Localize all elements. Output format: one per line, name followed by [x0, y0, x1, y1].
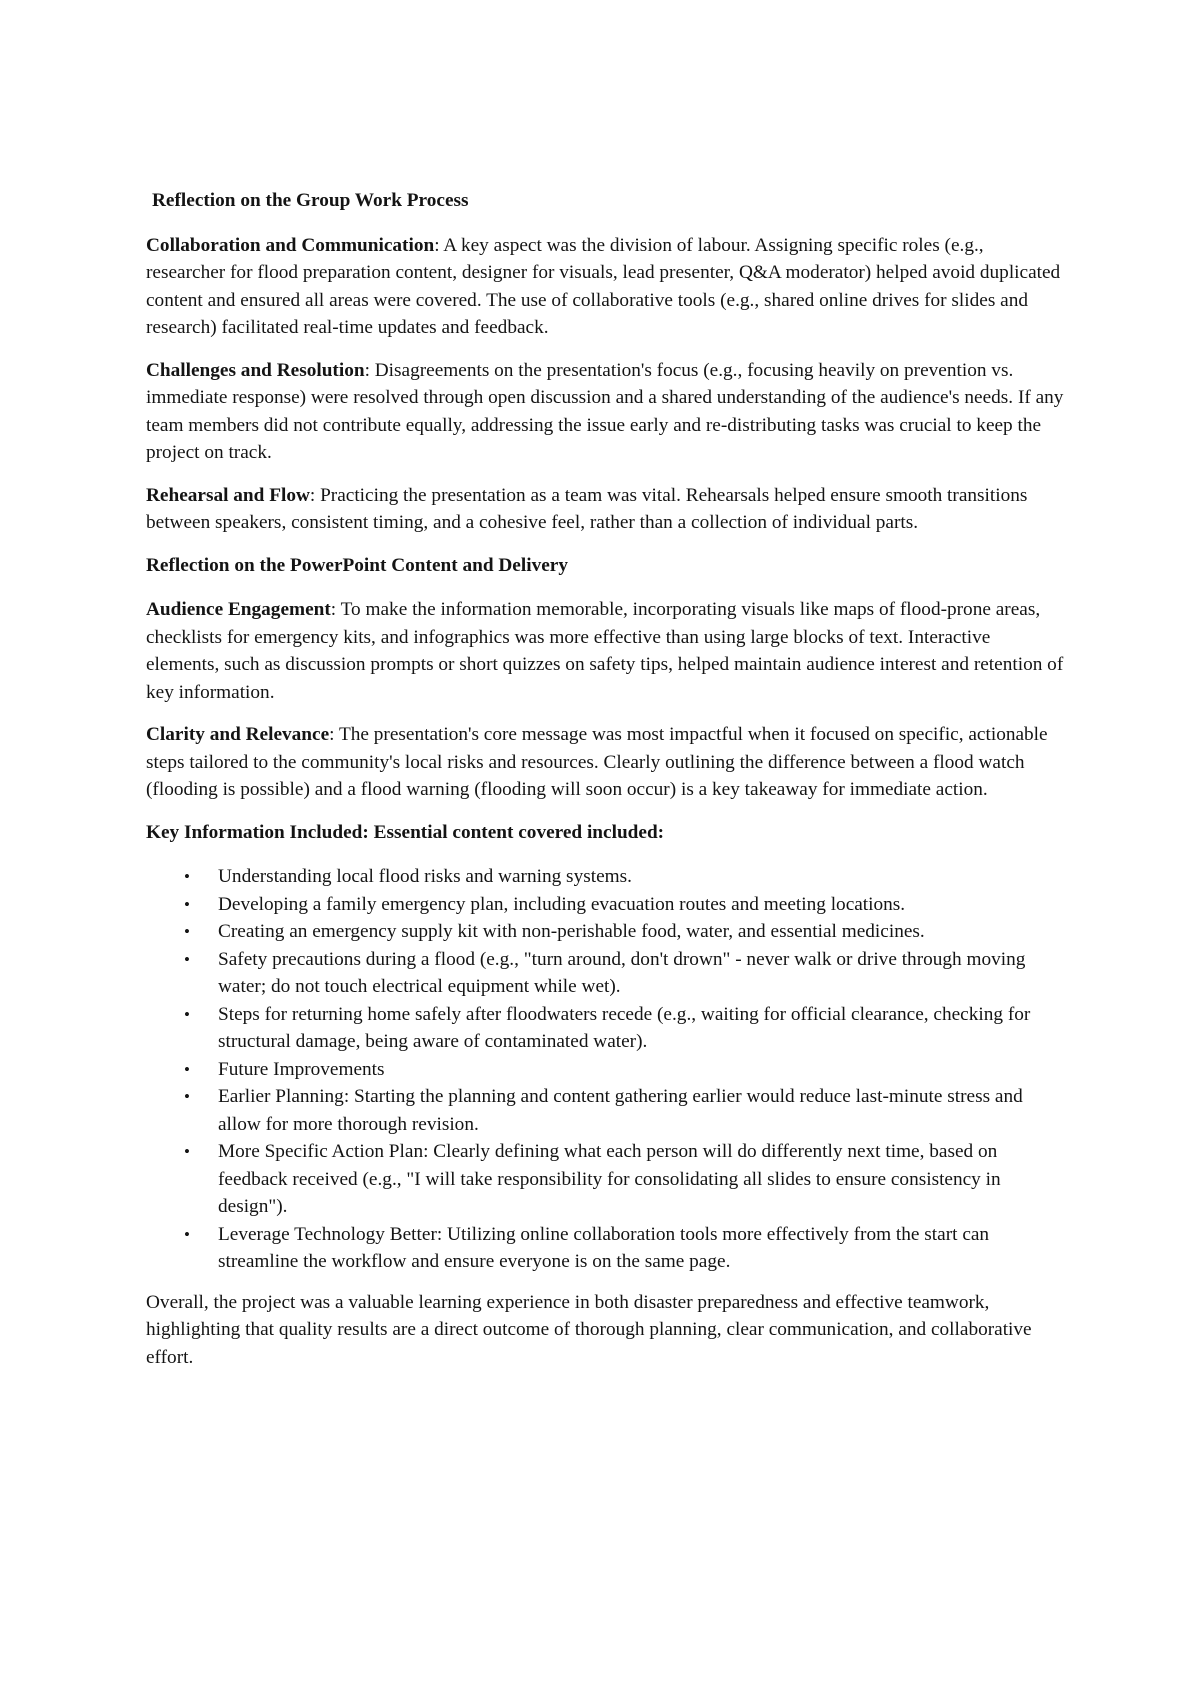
paragraph-text: : A key aspect was the division of labour. Assigning specific roles (e.g., researcher for flood preparation content, designer for visuals, lead presenter, Q&A moderator) helped avoid duplicated content and ensured all areas were covered. The use of collaborative tools (e.g., shared online drives for slides and research) facilitated real-time updates and feedback. — [146, 234, 1061, 338]
list-item — [146, 946, 1066, 1001]
list-item — [146, 1083, 1066, 1138]
paragraph-lead: Challenges and Resolution — [146, 359, 365, 381]
paragraph-text: : To make the information memorable, incorporating visuals like maps of flood-prone areas, checklists for emergency kits, and infographics was more effective than using large blocks of text. Interactive elements, such as discussion prompts or short quizzes on safety tips, helped maintain audience interest and retention of key information. — [146, 599, 1064, 703]
bullet-icon: • — [184, 1224, 190, 1244]
bullet-icon: • — [184, 867, 190, 886]
list-item-text: Understanding local flood risks and warning systems. — [218, 866, 632, 887]
paragraph-challenges — [146, 357, 1066, 467]
list-item-text: Future Improvements — [218, 1058, 385, 1080]
section-heading-powerpoint: Reflection on the PowerPoint Content and Delivery — [146, 554, 568, 576]
paragraph-audience — [146, 596, 1066, 706]
paragraph-lead: Audience Engagement — [146, 599, 331, 620]
bullet-icon: • — [184, 1059, 190, 1079]
list-item-text: Leverage Technology Better: Utilizing online collaboration tools more effectively from the start can streamline the workflow and ensure everyone is on the same page. — [218, 1223, 990, 1272]
bullet-icon: • — [184, 922, 190, 941]
list-item-text: Steps for returning home safely after floodwaters recede (e.g., waiting for official clearance, checking for structural damage, being aware of contaminated water). — [218, 1003, 1031, 1052]
paragraph-text: : The presentation's core message was most impactful when it focused on specific, actionable steps tailored to the community's local risks and resources. Clearly outlining the difference between a flood watch (flooding is possible) and a flood warning (flooding will soon occur) is a key takeaway for immediate action. — [146, 724, 1048, 800]
paragraph-rehearsal — [146, 482, 1066, 537]
list-item-text: Earlier Planning: Starting the planning and content gathering earlier would reduce last-minute stress and allow for more thorough revision. — [218, 1086, 1023, 1135]
key-information-list — [146, 863, 1066, 1276]
list-item — [146, 891, 1066, 919]
paragraph-lead: Collaboration and Communication — [146, 234, 435, 256]
bullet-icon: • — [184, 1004, 190, 1024]
paragraph-text: : Disagreements on the presentation's focus (e.g., focusing heavily on prevention vs. immediate response) were resolved through open discussion and a shared understanding of the audience's needs. If any team members did not contribute equally, addressing the issue early and re-distributing tasks was crucial to keep the project on track. — [146, 359, 1064, 463]
bullet-icon: • — [184, 1142, 190, 1161]
section-heading-key-information: Key Information Included: Essential content covered included: — [146, 821, 665, 843]
paragraph-text: : Practicing the presentation as a team was vital. Rehearsals helped ensure smooth transitions between speakers, consistent timing, and a cohesive feel, rather than a collection of individual parts. — [146, 484, 1028, 533]
paragraph-collaboration — [146, 232, 1066, 342]
bullet-icon: • — [184, 1087, 190, 1106]
list-item — [146, 1001, 1066, 1056]
document-body — [146, 187, 1066, 1386]
list-item-text: Creating an emergency supply kit with non-perishable food, water, and essential medicines. — [218, 921, 925, 942]
paragraph-clarity — [146, 721, 1066, 804]
document-title: Reflection on the Group Work Process — [152, 190, 469, 211]
list-item-text: Safety precautions during a flood (e.g., "turn around, don't drown" - never walk or drive through moving water; do not touch electrical equipment while wet). — [218, 948, 1026, 997]
list-item — [146, 1221, 1066, 1276]
paragraph-lead: Rehearsal and Flow — [146, 484, 310, 506]
list-item-text: Developing a family emergency plan, including evacuation routes and meeting locations. — [218, 893, 906, 915]
bullet-icon: • — [184, 894, 190, 914]
list-item — [146, 1138, 1066, 1221]
paragraph-conclusion: Overall, the project was a valuable learning experience in both disaster preparedness and effective teamwork, highlighting that quality results are a direct outcome of thorough planning, clear communication, and collaborative effort. — [146, 1291, 1032, 1368]
list-item-text: More Specific Action Plan: Clearly defining what each person will do differently next time, based on feedback received (e.g., "I will take responsibility for consolidating all slides to ensure consistency in design"). — [218, 1141, 1001, 1217]
list-item — [146, 918, 1066, 946]
bullet-icon: • — [184, 949, 190, 969]
list-item — [146, 863, 1066, 891]
list-item — [146, 1056, 1066, 1084]
paragraph-lead: Clarity and Relevance — [146, 724, 330, 745]
